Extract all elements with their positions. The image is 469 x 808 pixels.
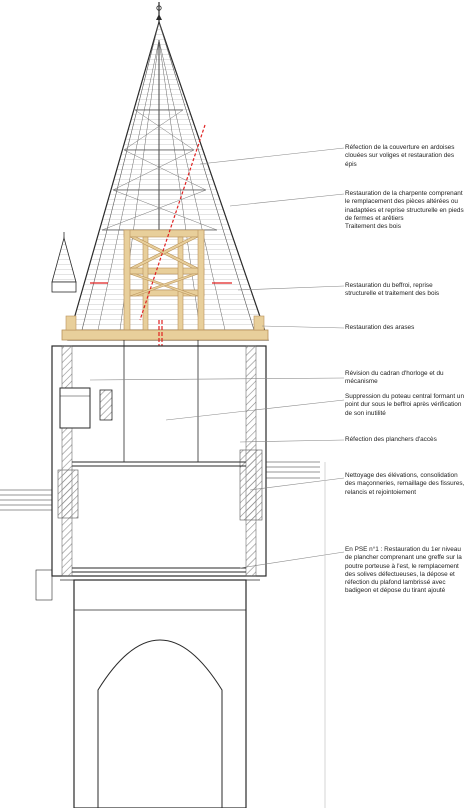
annotation-central-post: Suppression du poteau central formant un point dur sous le beffroi après vérification de son inutilité (345, 393, 465, 417)
annotation-wall-tops: Restauration des arases (345, 324, 415, 331)
annotation-roof-covering: Réfection de la couverture en ardoises clouées sur voliges et restauration des épis (345, 144, 455, 168)
annotation-roof-framework: Restauration de la charpente comprenant le remplacement des pièces altérées ou inadaptées et reprise structurelle en pieds de fermes et arêtiers Traitement des bois (345, 190, 464, 231)
tower-walls (52, 346, 266, 576)
annotation-masonry: Nettoyage des élévations, consolidation des maçonneries, remaillage des fissures, relancis et rejointoiement (345, 472, 465, 496)
annotation-pse-floor: En PSE n°1 : Restauration du 1er niveau de plancher comprenant une greffe sur la poutre porteuse à l'est, le remplacement des solives défectueuses, la dépose et réfection du plafond lambrissé avec badigeon et dépose du tirant ajouté (345, 546, 462, 595)
spire-finial (156, 2, 162, 24)
dormer (52, 232, 76, 292)
annotation-belfry: Restauration du beffroi, reprise structurelle et traitement des bois (345, 282, 440, 298)
annotation-access-floors: Réfection des planchers d'accès (345, 436, 437, 443)
gate-arch (60, 580, 260, 808)
annotation-clock: Révision du cadran d'horloge et du mécanisme (345, 370, 444, 386)
